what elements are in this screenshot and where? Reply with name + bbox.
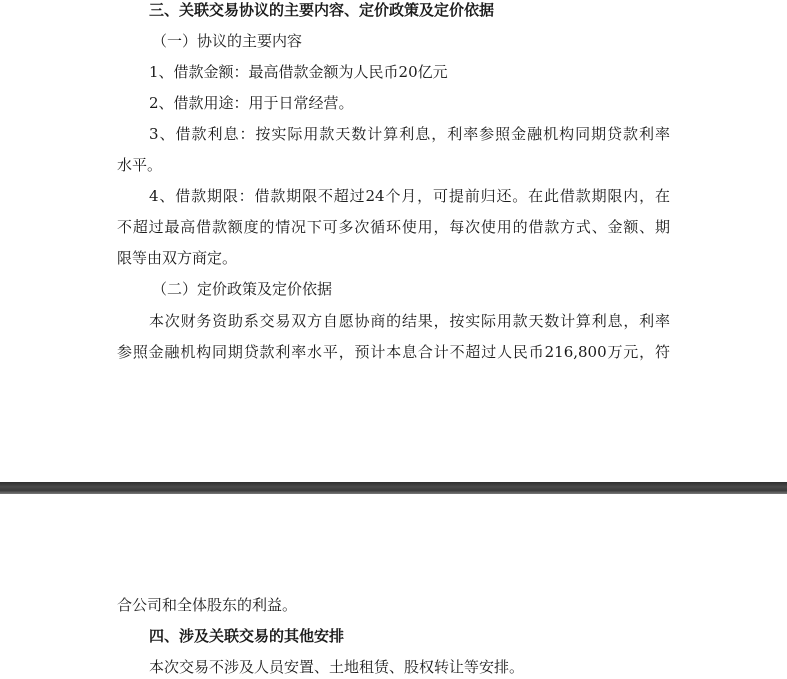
section-heading-3: 三、关联交易协议的主要内容、定价政策及定价依据 (149, 1, 495, 19)
list-item-loan-term-line3: 限等由双方商定。 (117, 249, 238, 267)
list-item-loan-amount: 1、借款金额：最高借款金额为人民币20亿元 (149, 63, 448, 81)
list-item-loan-purpose: 2、借款用途：用于日常经营。 (149, 94, 354, 112)
pricing-paragraph-line2: 参照金融机构同期贷款利率水平，预计本息合计不超过人民币216,800万元，符 (117, 343, 670, 361)
subsection-heading-2: （二）定价政策及定价依据 (152, 280, 333, 298)
list-item-loan-term-line2: 不超过最高借款额度的情况下可多次循环使用，每次使用的借款方式、金额、期 (117, 218, 670, 236)
page-break-bar (0, 482, 787, 494)
pricing-paragraph-line3: 合公司和全体股东的利益。 (117, 596, 298, 614)
list-item-loan-interest-line2: 水平。 (117, 156, 163, 174)
page-separator (0, 480, 787, 496)
subsection-heading-1: （一）协议的主要内容 (152, 32, 303, 50)
pricing-paragraph-line1: 本次财务资助系交易双方自愿协商的结果，按实际用款天数计算利息，利率 (149, 312, 670, 330)
other-arrangements-paragraph: 本次交易不涉及人员安置、土地租赁、股权转让等安排。 (149, 658, 525, 676)
list-item-loan-term-line1: 4、借款期限：借款期限不超过24个月，可提前归还。在此借款期限内，在 (149, 187, 670, 205)
section-heading-4: 四、涉及关联交易的其他安排 (149, 627, 345, 645)
document-page-2 (0, 496, 787, 679)
list-item-loan-interest-line1: 3、借款利息：按实际用款天数计算利息，利率参照金融机构同期贷款利率 (149, 125, 670, 143)
